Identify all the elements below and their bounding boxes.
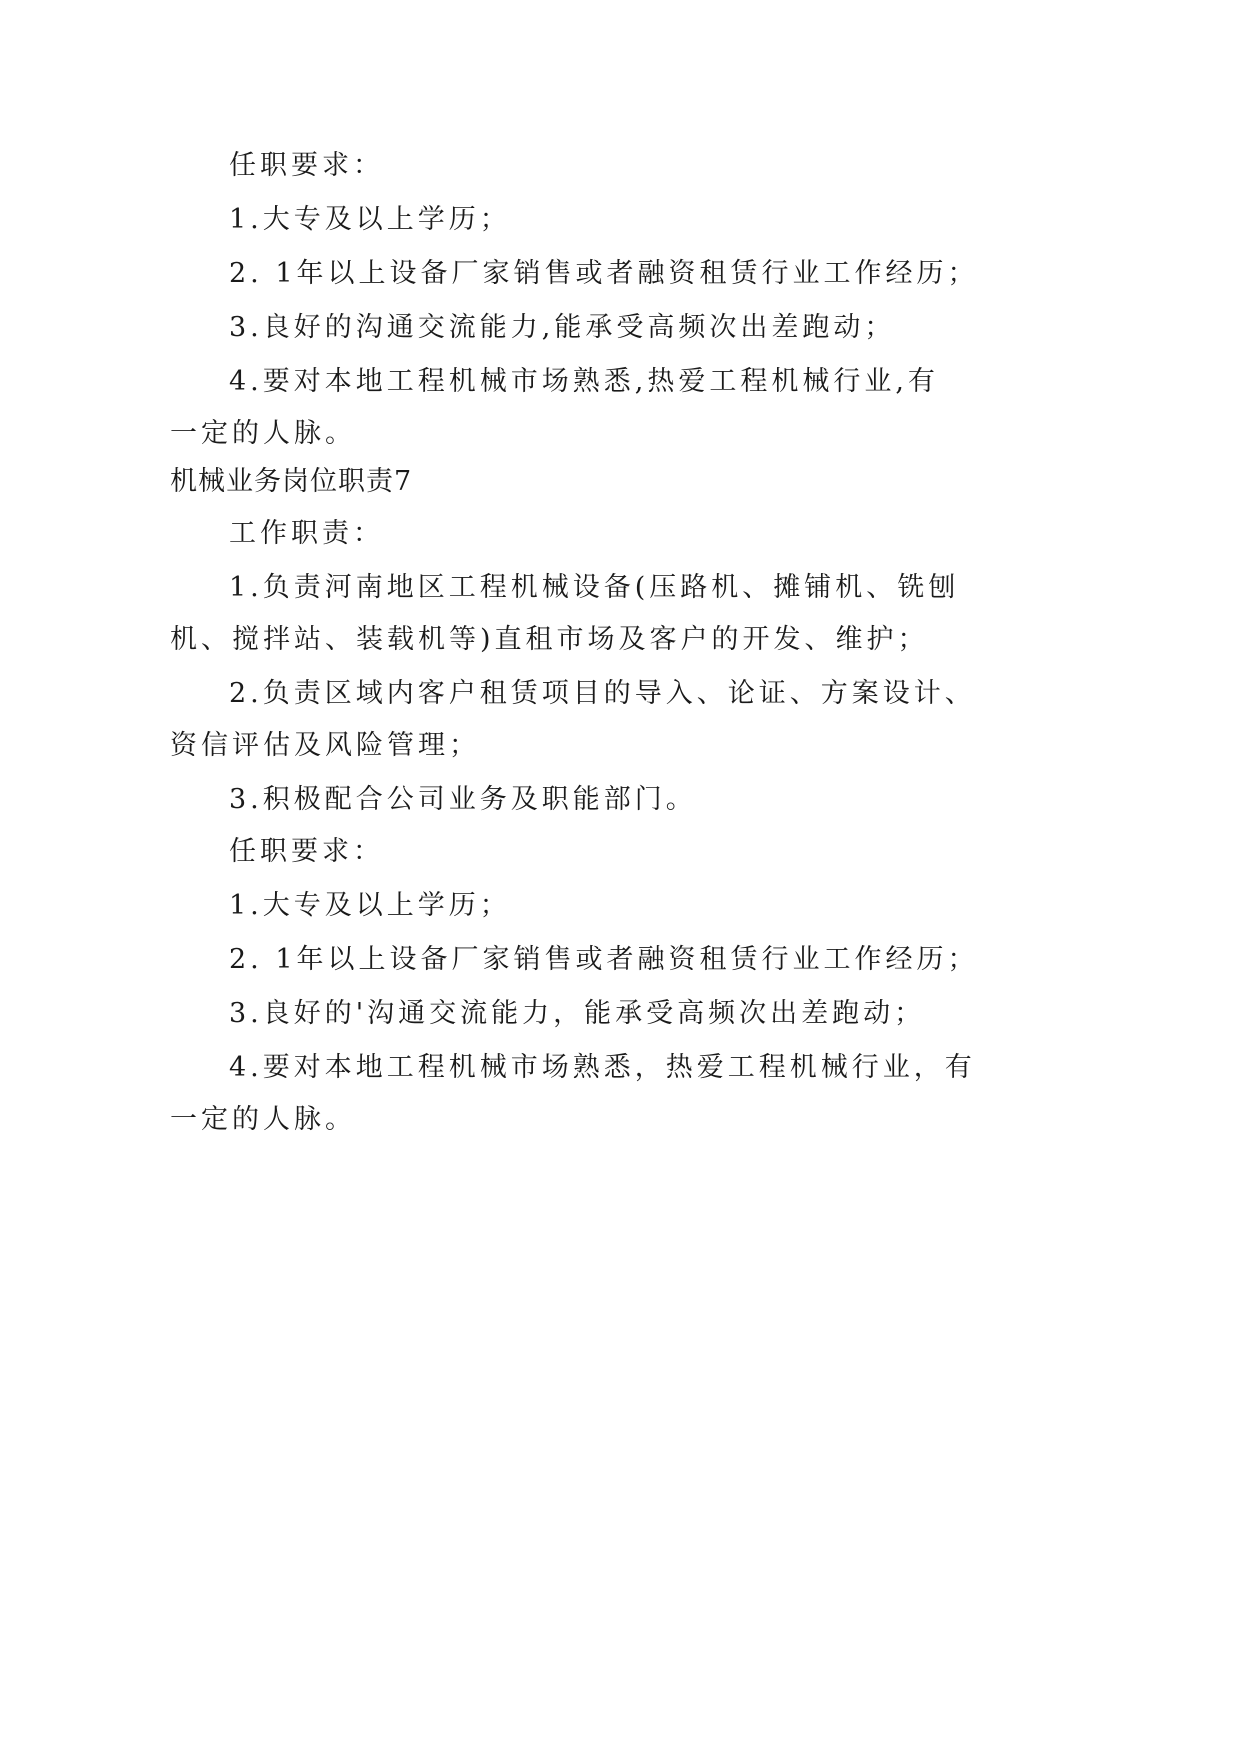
requirement-item: 3.良好的'沟通交流能力，能承受高频次出差跑动； [229,998,926,1029]
requirement-item: 1.大专及以上学历； [229,204,511,235]
requirement-item-continuation: 一定的人脉。 [170,418,356,449]
requirement-item: 4.要对本地工程机械市场熟悉，热爱工程机械行业，有 [229,1052,976,1083]
requirement-item: 2. 1年以上设备厂家销售或者融资租赁行业工作经历； [229,258,979,289]
requirement-item: 3.良好的沟通交流能力,能承受高频次出差跑动； [229,312,896,343]
duty-item-continuation: 机、搅拌站、装载机等)直租市场及客户的开发、维护； [170,624,929,655]
requirements-heading: 任职要求： [229,836,384,867]
requirement-item: 1.大专及以上学历； [229,890,511,921]
requirement-item: 2. 1年以上设备厂家销售或者融资租赁行业工作经历； [229,944,979,975]
duties-heading: 工作职责： [229,518,384,549]
section-title: 机械业务岗位职责7 [170,466,413,497]
duty-item: 1.负责河南地区工程机械设备(压路机、摊铺机、铣刨 [229,572,960,603]
duty-item-continuation: 资信评估及风险管理； [170,730,480,761]
requirement-item-continuation: 一定的人脉。 [170,1104,356,1135]
duty-item: 3.积极配合公司业务及职能部门。 [229,784,697,815]
duty-item: 2.负责区域内客户租赁项目的导入、论证、方案设计、 [229,678,976,709]
requirements-heading: 任职要求： [229,150,384,181]
requirement-item: 4.要对本地工程机械市场熟悉,热爱工程机械行业,有 [229,366,939,397]
